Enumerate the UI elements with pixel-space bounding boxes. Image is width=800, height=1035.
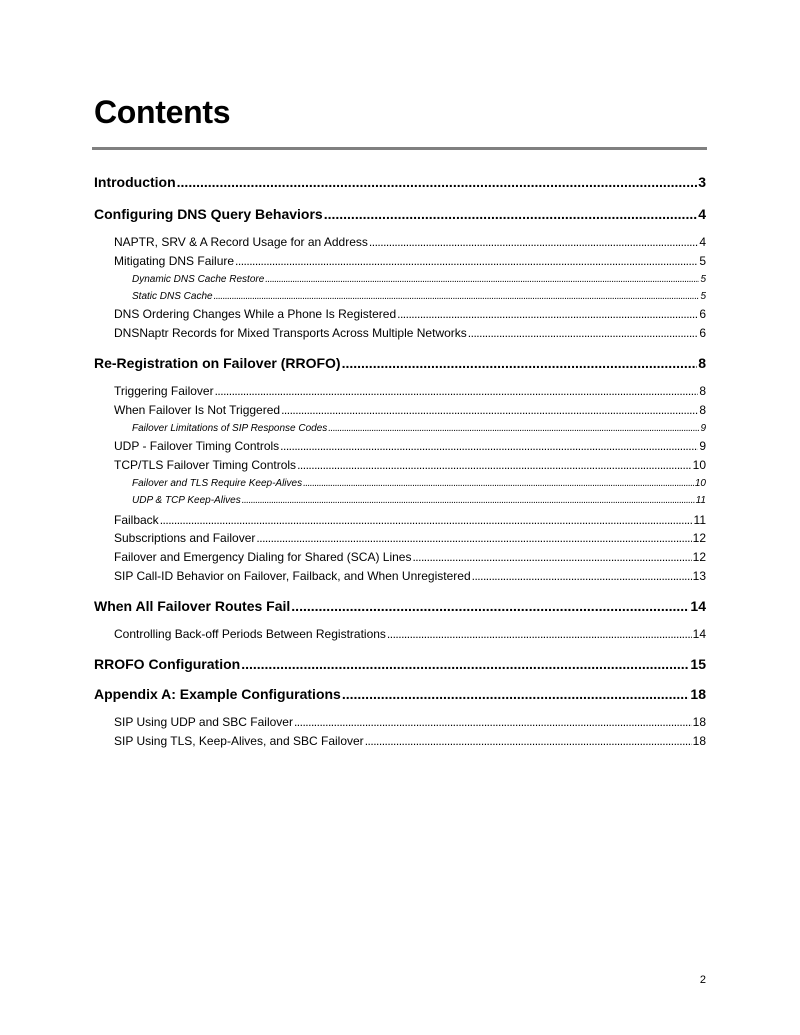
toc-entry-page: 12 xyxy=(692,531,706,545)
toc-entry[interactable] xyxy=(114,307,706,322)
toc-entry-title: Failover and TLS Require Keep-Alives xyxy=(132,478,303,489)
toc-entry-title: Failover Limitations of SIP Response Codes xyxy=(132,423,328,434)
toc-entry-page: 14 xyxy=(692,627,706,641)
toc-dot-leader xyxy=(365,734,692,749)
toc-entry-title: Triggering Failover xyxy=(114,384,214,398)
toc-entry-title: RROFO Configuration xyxy=(94,656,241,672)
toc-dot-leader xyxy=(214,290,700,303)
toc-entry-title: Introduction xyxy=(94,174,176,190)
toc-entry[interactable] xyxy=(114,458,706,473)
toc-entry-page: 5 xyxy=(699,254,706,268)
toc-entry[interactable] xyxy=(132,494,706,507)
toc-entry[interactable] xyxy=(132,273,706,286)
toc-dot-leader xyxy=(342,354,698,372)
toc-entry-page: 4 xyxy=(699,235,706,249)
toc-entry-title: SIP Call-ID Behavior on Failover, Failback, and When Unregistered xyxy=(114,569,471,583)
toc-entry[interactable] xyxy=(94,205,706,223)
toc-entry-title: Mitigating DNS Failure xyxy=(114,254,235,268)
toc-dot-leader xyxy=(387,627,692,642)
toc-dot-leader xyxy=(412,550,691,565)
toc-dot-leader xyxy=(215,384,699,399)
toc-entry-title: Re-Registration on Failover (RROFO) xyxy=(94,355,341,371)
toc-dot-leader xyxy=(472,569,692,584)
toc-entry-page: 9 xyxy=(700,423,706,434)
toc-entry[interactable] xyxy=(114,235,706,250)
toc-dot-leader xyxy=(342,685,690,703)
toc-entry-title: Failback xyxy=(114,513,159,527)
toc-dot-leader xyxy=(280,439,698,454)
toc-dot-leader xyxy=(177,173,698,191)
toc-dot-leader xyxy=(291,597,689,615)
toc-entry-title: DNS Ordering Changes While a Phone Is Registered xyxy=(114,307,397,321)
toc-dot-leader xyxy=(468,326,699,341)
toc-entry-page: 9 xyxy=(699,439,706,453)
toc-entry[interactable] xyxy=(114,627,706,642)
toc-dot-leader xyxy=(303,477,694,490)
toc-entry-page: 10 xyxy=(694,478,706,489)
toc-dot-leader xyxy=(235,254,698,269)
toc-entry[interactable] xyxy=(114,715,706,730)
toc-entry-page: 8 xyxy=(699,384,706,398)
toc-entry-page: 11 xyxy=(693,513,706,527)
toc-entry[interactable] xyxy=(94,685,706,703)
toc-entry[interactable] xyxy=(132,477,706,490)
toc-entry-page: 13 xyxy=(692,569,706,583)
toc-entry[interactable] xyxy=(94,354,706,372)
toc-entry-page: 6 xyxy=(699,307,706,321)
toc-entry-page: 14 xyxy=(690,598,706,614)
page-title: Contents xyxy=(94,94,231,130)
toc-entry-title: Failover and Emergency Dialing for Shared (SCA) Lines xyxy=(114,550,412,564)
toc-dot-leader xyxy=(242,494,695,507)
toc-entry[interactable] xyxy=(114,531,706,546)
toc-entry-title: When Failover Is Not Triggered xyxy=(114,403,281,417)
toc-entry-title: Configuring DNS Query Behaviors xyxy=(94,206,323,222)
toc-entry-title: Static DNS Cache xyxy=(132,291,213,302)
toc-entry[interactable] xyxy=(114,384,706,399)
toc-dot-leader xyxy=(297,458,692,473)
toc-entry-page: 18 xyxy=(692,715,706,729)
toc-entry-page: 5 xyxy=(700,274,706,285)
toc-entry-page: 18 xyxy=(690,686,706,702)
toc-entry-page: 6 xyxy=(699,326,706,340)
toc-entry-page: 3 xyxy=(698,174,706,190)
toc-entry[interactable] xyxy=(94,597,706,615)
toc-entry-title: DNSNaptr Records for Mixed Transports Across Multiple Networks xyxy=(114,326,467,340)
toc-entry-page: 5 xyxy=(700,291,706,302)
toc-entry[interactable] xyxy=(132,290,706,303)
toc-entry[interactable] xyxy=(94,655,706,673)
toc-entry-title: TCP/TLS Failover Timing Controls xyxy=(114,458,297,472)
toc-entry[interactable] xyxy=(114,569,706,584)
toc-entry-title: Dynamic DNS Cache Restore xyxy=(132,274,265,285)
toc-entry-page: 10 xyxy=(692,458,706,472)
toc-dot-leader xyxy=(241,655,689,673)
toc-dot-leader xyxy=(281,403,698,418)
toc-entry[interactable] xyxy=(94,173,706,191)
toc-dot-leader xyxy=(294,715,692,730)
toc-dot-leader xyxy=(328,422,699,435)
toc-entry-page: 11 xyxy=(695,495,706,506)
toc-dot-leader xyxy=(265,273,699,286)
toc-entry[interactable] xyxy=(114,513,706,528)
toc-entry-title: Subscriptions and Failover xyxy=(114,531,256,545)
toc-entry-title: NAPTR, SRV & A Record Usage for an Address xyxy=(114,235,368,249)
toc-entry[interactable] xyxy=(114,403,706,418)
toc-dot-leader xyxy=(397,307,698,322)
toc-entry-title: Appendix A: Example Configurations xyxy=(94,686,341,702)
toc-entry[interactable] xyxy=(114,734,706,749)
toc-entry-page: 8 xyxy=(699,403,706,417)
toc-entry-title: Controlling Back-off Periods Between Registrations xyxy=(114,627,386,641)
toc-entry[interactable] xyxy=(132,422,706,435)
toc-entry-title: UDP & TCP Keep-Alives xyxy=(132,495,241,506)
toc-entry-page: 15 xyxy=(690,656,706,672)
toc-entry-title: SIP Using TLS, Keep-Alives, and SBC Failover xyxy=(114,734,364,748)
toc-entry-page: 18 xyxy=(692,734,706,748)
toc-entry[interactable] xyxy=(114,326,706,341)
toc-entry-page: 8 xyxy=(698,355,706,371)
toc-entry-title: SIP Using UDP and SBC Failover xyxy=(114,715,293,729)
toc-dot-leader xyxy=(256,531,691,546)
toc-dot-leader xyxy=(324,205,698,223)
toc-entry-page: 12 xyxy=(692,550,706,564)
page-number: 2 xyxy=(699,974,706,986)
toc-entry[interactable] xyxy=(114,439,706,454)
toc-dot-leader xyxy=(160,513,693,528)
toc-entry[interactable] xyxy=(114,254,706,269)
toc-dot-leader xyxy=(369,235,698,250)
toc-entry[interactable] xyxy=(114,550,706,565)
toc-entry-title: UDP - Failover Timing Controls xyxy=(114,439,280,453)
toc-entry-title: When All Failover Routes Fail xyxy=(94,598,291,614)
toc-entry-page: 4 xyxy=(698,206,706,222)
